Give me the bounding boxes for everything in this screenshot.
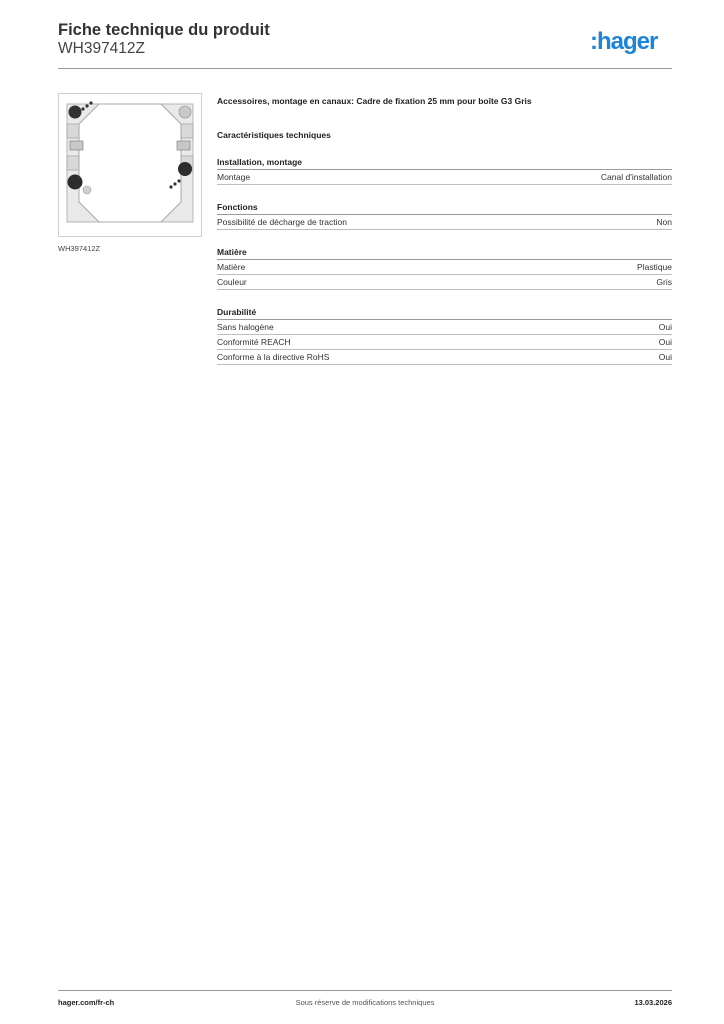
spec-value: Canal d'installation	[600, 172, 672, 182]
document-title: Fiche technique du produit	[58, 21, 270, 39]
spec-label: Conformité REACH	[217, 337, 291, 347]
section-heading: Durabilité	[217, 306, 672, 320]
svg-text::hager: :hager	[590, 28, 658, 55]
page-footer	[58, 998, 672, 1012]
product-name: Accessoires, montage en canaux: Cadre de fixation 25 mm pour boîte G3 Gris	[217, 96, 532, 106]
spec-label: Possibilité de décharge de traction	[217, 217, 347, 227]
document-date: 13.03.2026	[634, 998, 672, 1007]
section-heading: Installation, montage	[217, 156, 672, 170]
spec-row	[217, 350, 672, 365]
product-image	[58, 93, 202, 237]
section-durabilite	[217, 306, 672, 365]
spec-row	[217, 320, 672, 335]
disclaimer: Sous réserve de modifications techniques	[295, 998, 435, 1007]
hager-logo	[590, 27, 672, 57]
specs-title: Caractéristiques techniques	[217, 130, 331, 140]
spec-label: Couleur	[217, 277, 247, 287]
spec-value: Plastique	[637, 262, 672, 272]
spec-value: Oui	[658, 322, 672, 332]
spec-label: Sans halogène	[217, 322, 274, 332]
section-installation	[217, 156, 672, 185]
header-divider	[58, 68, 672, 69]
section-matiere	[217, 246, 672, 290]
spec-label: Matière	[217, 262, 246, 272]
section-fonctions	[217, 201, 672, 230]
spec-value: Oui	[658, 352, 672, 362]
spec-row	[217, 170, 672, 185]
spec-row	[217, 260, 672, 275]
product-details	[217, 95, 672, 365]
spec-label: Conforme à la directive RoHS	[217, 352, 330, 362]
spec-row	[217, 215, 672, 230]
spec-label: Montage	[217, 172, 251, 182]
page-header	[58, 20, 672, 70]
spec-value: Gris	[656, 277, 672, 287]
spec-row	[217, 275, 672, 290]
section-heading: Fonctions	[217, 201, 672, 215]
image-caption: WH397412Z	[58, 244, 101, 253]
spec-value: Non	[656, 217, 672, 227]
footer-divider	[58, 990, 672, 991]
spec-row	[217, 335, 672, 350]
section-heading: Matière	[217, 246, 672, 260]
specs-sections	[217, 156, 672, 365]
spec-value: Oui	[658, 337, 672, 347]
website-link[interactable]: hager.com/fr-ch	[58, 998, 115, 1007]
product-reference: WH397412Z	[58, 40, 146, 57]
